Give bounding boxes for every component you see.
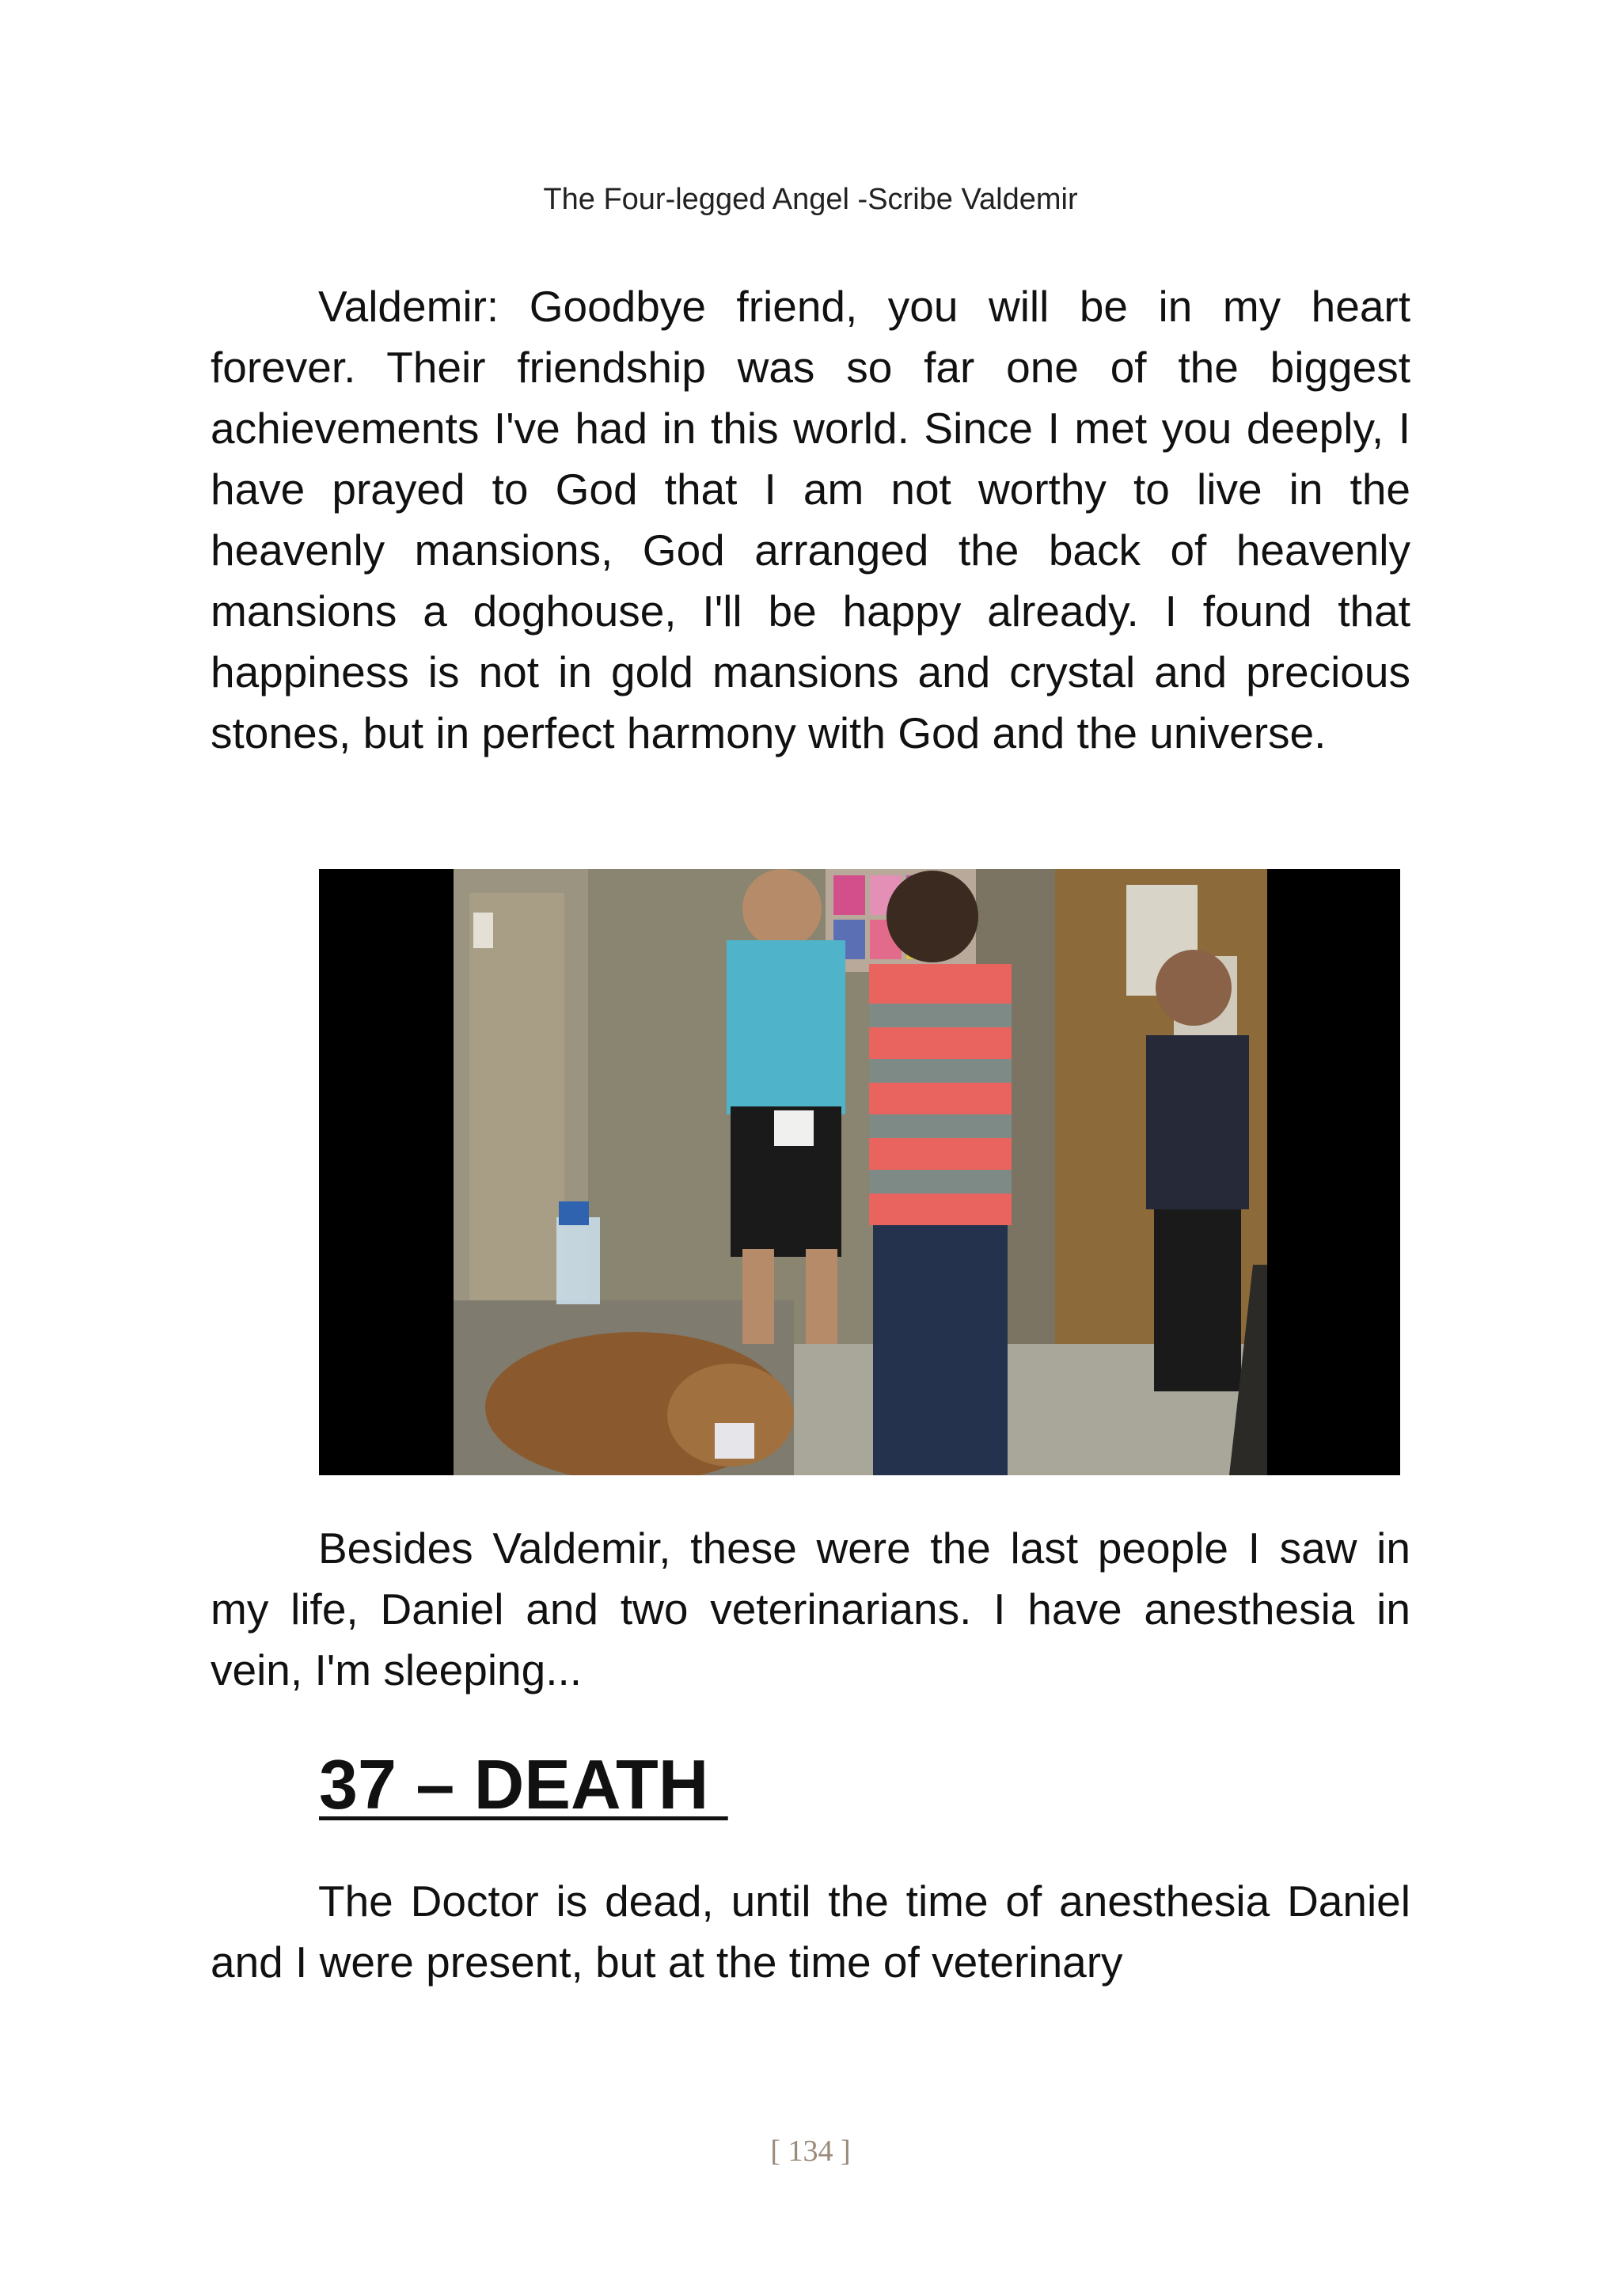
chapter-heading: 37 – DEATH <box>319 1745 728 1824</box>
body-paragraph: Valdemir: Goodbye friend, you will be in my heart forever. Their friendship was so far one of the biggest achievements I've had in this world. Since I met you deeply, I have prayed to God that I am not worthy to live in the heavenly mansions, God arranged the back of heavenly mansions a doghouse, I'll be happy already. I found that happiness is not in gold mansions and crystal and precious stones, but in perfect harmony with God and the universe. <box>211 282 1410 757</box>
photo-veterinary-room <box>319 869 1400 1475</box>
body-paragraph: Besides Valdemir, these were the last people I saw in my life, Daniel and two veterinarians. I have anesthesia in vein, I'm sleeping... <box>211 1524 1410 1694</box>
body-paragraph: The Doctor is dead, until the time of anesthesia Daniel and I were present, but at the time of veterinary <box>211 1877 1410 1987</box>
running-header: The Four-legged Angel -Scribe Valdemir <box>543 183 1078 216</box>
page-number: [ 134 ] <box>770 2135 851 2168</box>
